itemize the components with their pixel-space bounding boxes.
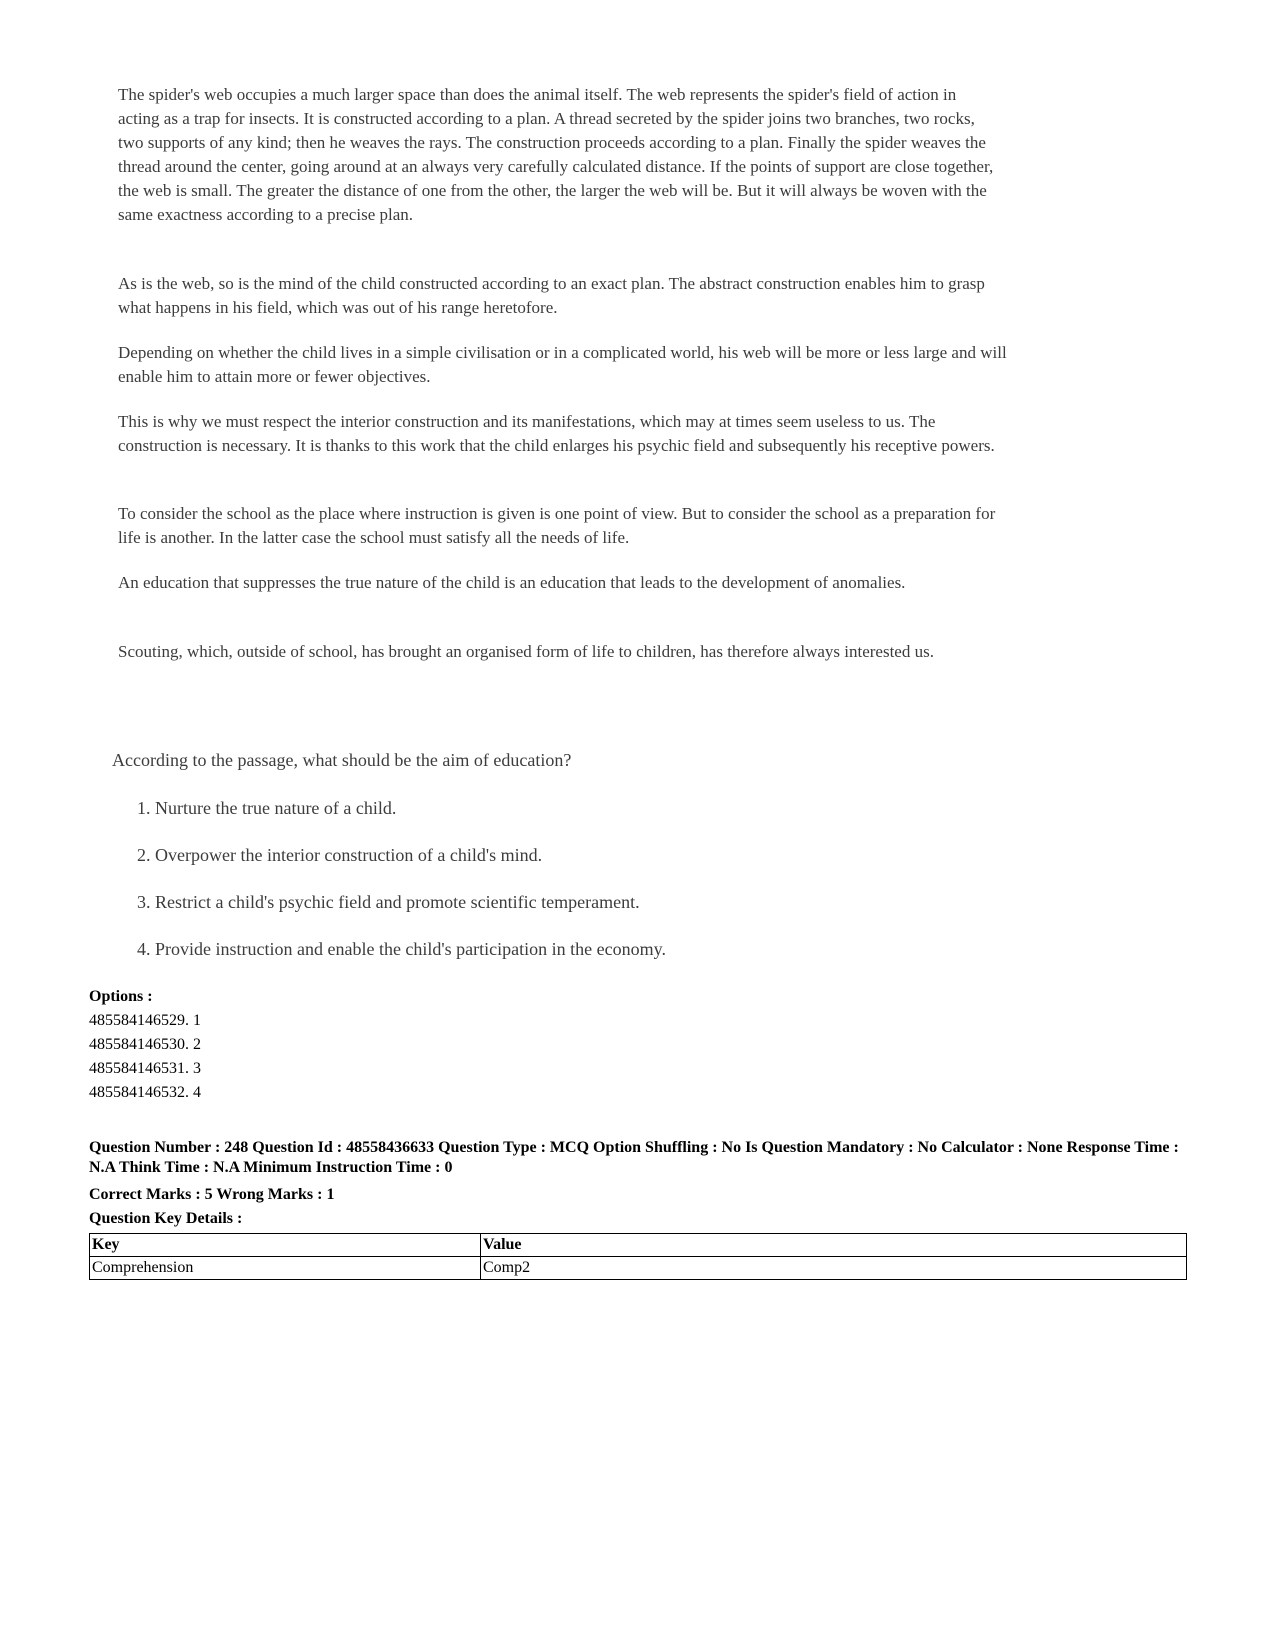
- column-header-key: Key: [90, 1234, 481, 1257]
- passage-paragraph: This is why we must respect the interior construction and its manifestations, which may at times seem useless to us. The construction is necessary. It is thanks to this work that the child enlarges his psychic field and subsequently his receptive powers.: [118, 412, 995, 455]
- table-header-row: [90, 1234, 1187, 1257]
- question-text: According to the passage, what should be the aim of education?: [112, 750, 572, 770]
- passage-paragraph: The spider's web occupies a much larger space than does the animal itself. The web represents the spider's field of action in acting as a trap for insects. It is constructed according to a plan. A thread secreted by the spider joins two branches, two rocks, two supports of any kind; then he weaves the rays. The construction proceeds according to a plan. Finally the spider weaves the thread around the center, going around at an always very carefully calculated distance. If the points of support are close together, the web is small. The greater the distance of one from the other, the larger the web will be. But it will always be woven with the same exactness according to a precise plan.: [118, 85, 994, 224]
- answer-choice: 1. Nurture the true nature of a child.: [137, 798, 397, 818]
- option-id-row: 485584146532. 4: [89, 1084, 201, 1101]
- passage-image: [110, 70, 1020, 970]
- table-cell-key: Comprehension: [90, 1257, 481, 1280]
- option-id-row: 485584146531. 3: [89, 1060, 201, 1077]
- options-heading: Options :: [89, 988, 153, 1005]
- option-id-row: 485584146529. 1: [89, 1012, 201, 1029]
- passage-paragraph: Depending on whether the child lives in a simple civilisation or in a complicated world, his web will be more or less large and will enable him to attain more or fewer objectives.: [118, 343, 1007, 386]
- passage-paragraph: To consider the school as the place where instruction is given is one point of view. But to consider the school as a preparation for life is another. In the latter case the school must satisfy all the needs of life.: [118, 504, 996, 547]
- column-header-value: Value: [481, 1234, 1187, 1257]
- answer-choice: 3. Restrict a child's psychic field and promote scientific temperament.: [137, 892, 640, 912]
- key-details-heading: Question Key Details :: [89, 1210, 243, 1227]
- marks-line: Correct Marks : 5 Wrong Marks : 1: [89, 1186, 335, 1203]
- passage-paragraph: As is the web, so is the mind of the child constructed according to an exact plan. The abstract construction enables him to grasp what happens in his field, which was out of his range heretofore.: [118, 274, 985, 317]
- answer-choice: 4. Provide instruction and enable the child's participation in the economy.: [137, 939, 666, 959]
- table-row: [90, 1257, 1187, 1280]
- key-details-table: [89, 1233, 1187, 1280]
- option-id-row: 485584146530. 2: [89, 1036, 201, 1053]
- passage-paragraph: Scouting, which, outside of school, has brought an organised form of life to children, has therefore always interested us.: [118, 642, 934, 661]
- table-cell-value: Comp2: [481, 1257, 1187, 1280]
- answer-choice: 2. Overpower the interior construction of a child's mind.: [137, 845, 543, 865]
- question-details: Question Number : 248 Question Id : 48558436633 Question Type : MCQ Option Shuffling : No Is Question Mandatory : No Calculator : None Response Time : N.A Think Time : N.A Minimum Instruction Time : 0: [89, 1139, 1179, 1176]
- passage-paragraph: An education that suppresses the true nature of the child is an education that leads to the development of anomalies.: [118, 573, 906, 592]
